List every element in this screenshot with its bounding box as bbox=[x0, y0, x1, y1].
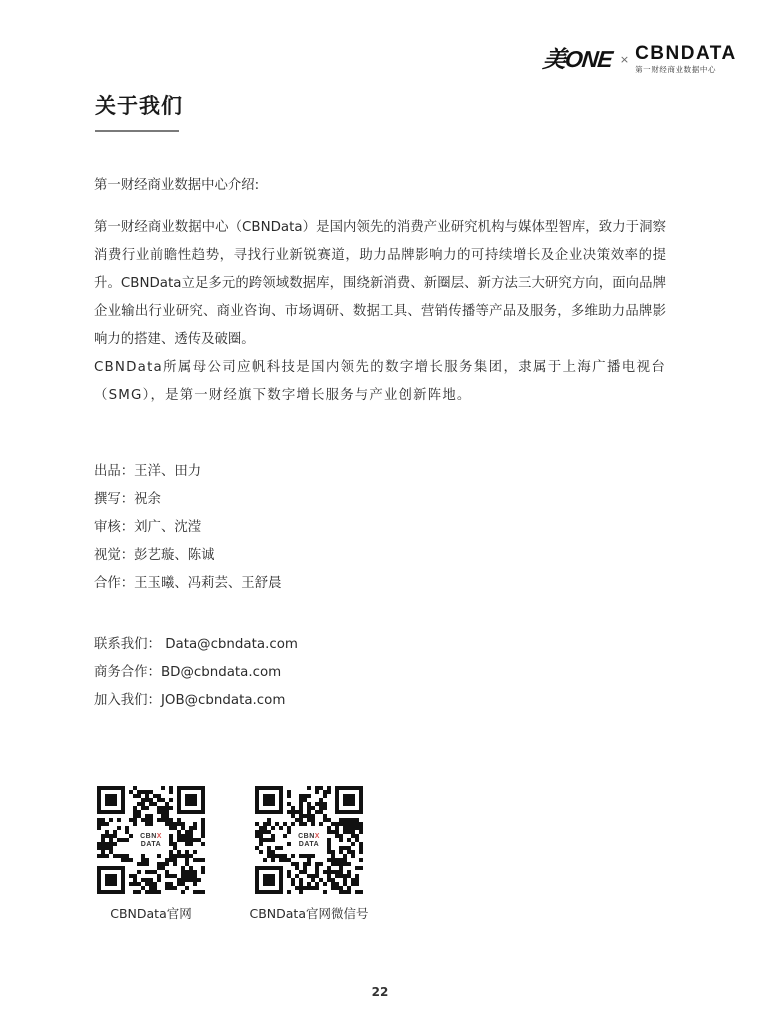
credits-list bbox=[94, 458, 666, 598]
credit-item bbox=[94, 458, 666, 486]
business-email-link[interactable]: BD@cbndata.com bbox=[160, 665, 282, 680]
cbndata-badge-icon: CBNX DATA bbox=[294, 827, 324, 853]
page-number: 22 bbox=[371, 985, 389, 999]
intro-body bbox=[94, 214, 666, 410]
credit-value: 祝余 bbox=[134, 492, 161, 507]
credit-value: 刘广、沈滢 bbox=[134, 520, 202, 535]
qr-code-wechat bbox=[255, 786, 363, 894]
qr-caption-website: CBNData官网 bbox=[110, 906, 192, 921]
title-underline bbox=[95, 130, 179, 132]
credit-item bbox=[94, 570, 666, 598]
jobs-email-link[interactable]: JOB@cbndata.com bbox=[160, 693, 286, 708]
credit-item bbox=[94, 514, 666, 542]
cbndata-logo-subtitle: 第一财经商业数据中心 bbox=[635, 65, 717, 75]
credit-value: 王玉曦、冯莉芸、王舒晨 bbox=[134, 576, 282, 591]
cbndata-logo bbox=[635, 44, 737, 74]
contact-list bbox=[94, 631, 666, 715]
qr-wechat bbox=[244, 786, 374, 922]
cbndata-logo-wordmark: CBNDATA bbox=[635, 43, 737, 65]
credit-value: 王洋、田力 bbox=[134, 464, 202, 479]
meione-logo: 美ONE bbox=[541, 45, 614, 72]
cbndata-badge-icon: CBNX DATA bbox=[136, 827, 166, 853]
header-logos bbox=[543, 42, 737, 76]
credit-item bbox=[94, 542, 666, 570]
credit-label: 撰写： bbox=[94, 492, 135, 507]
credit-label: 出品： bbox=[94, 464, 135, 479]
contact-label: 商务合作： bbox=[94, 665, 161, 680]
intro-heading: 第一财经商业数据中心介绍: bbox=[94, 178, 260, 193]
intro-paragraph-1: 第一财经商业数据中心（CBNData）是国内领先的消费产业研究机构与媒体型智库，致力于洞察消费行业前瞻性趋势，寻找行业新锐赛道，助力品牌影响力的可持续增长及企业决策效率的提升。CBNData立足多元的跨领域数据库，围绕新消费、新圈层、新方法三大研究方向，面向品牌企业输出行业研究、商业咨询、市场调研、数据工具、营销传播等产品及服务，多维助力品牌影响力的搭建、透传及破圈。 bbox=[94, 220, 666, 347]
contact-item bbox=[94, 687, 666, 715]
contact-label: 联系我们： bbox=[94, 637, 161, 652]
credit-label: 审核： bbox=[94, 520, 135, 535]
contact-email-link[interactable]: Data@cbndata.com bbox=[160, 637, 298, 652]
contact-label: 加入我们： bbox=[94, 693, 161, 708]
credit-value: 彭艺璇、陈诚 bbox=[134, 548, 215, 563]
page-title: 关于我们 bbox=[95, 94, 183, 118]
credit-label: 视觉： bbox=[94, 548, 135, 563]
logo-separator: × bbox=[619, 52, 630, 66]
qr-caption-wechat: CBNData官网微信号 bbox=[249, 906, 369, 921]
contact-item bbox=[94, 659, 666, 687]
qr-website bbox=[95, 786, 207, 922]
contact-item bbox=[94, 631, 666, 659]
credit-item bbox=[94, 486, 666, 514]
qr-code-website bbox=[97, 786, 205, 894]
credit-label: 合作： bbox=[94, 576, 135, 591]
intro-paragraph-2: CBNData所属母公司应帆科技是国内领先的数字增长服务集团，隶属于上海广播电视台（SMG），是第一财经旗下数字增长服务与产业创新阵地。 bbox=[94, 360, 666, 403]
